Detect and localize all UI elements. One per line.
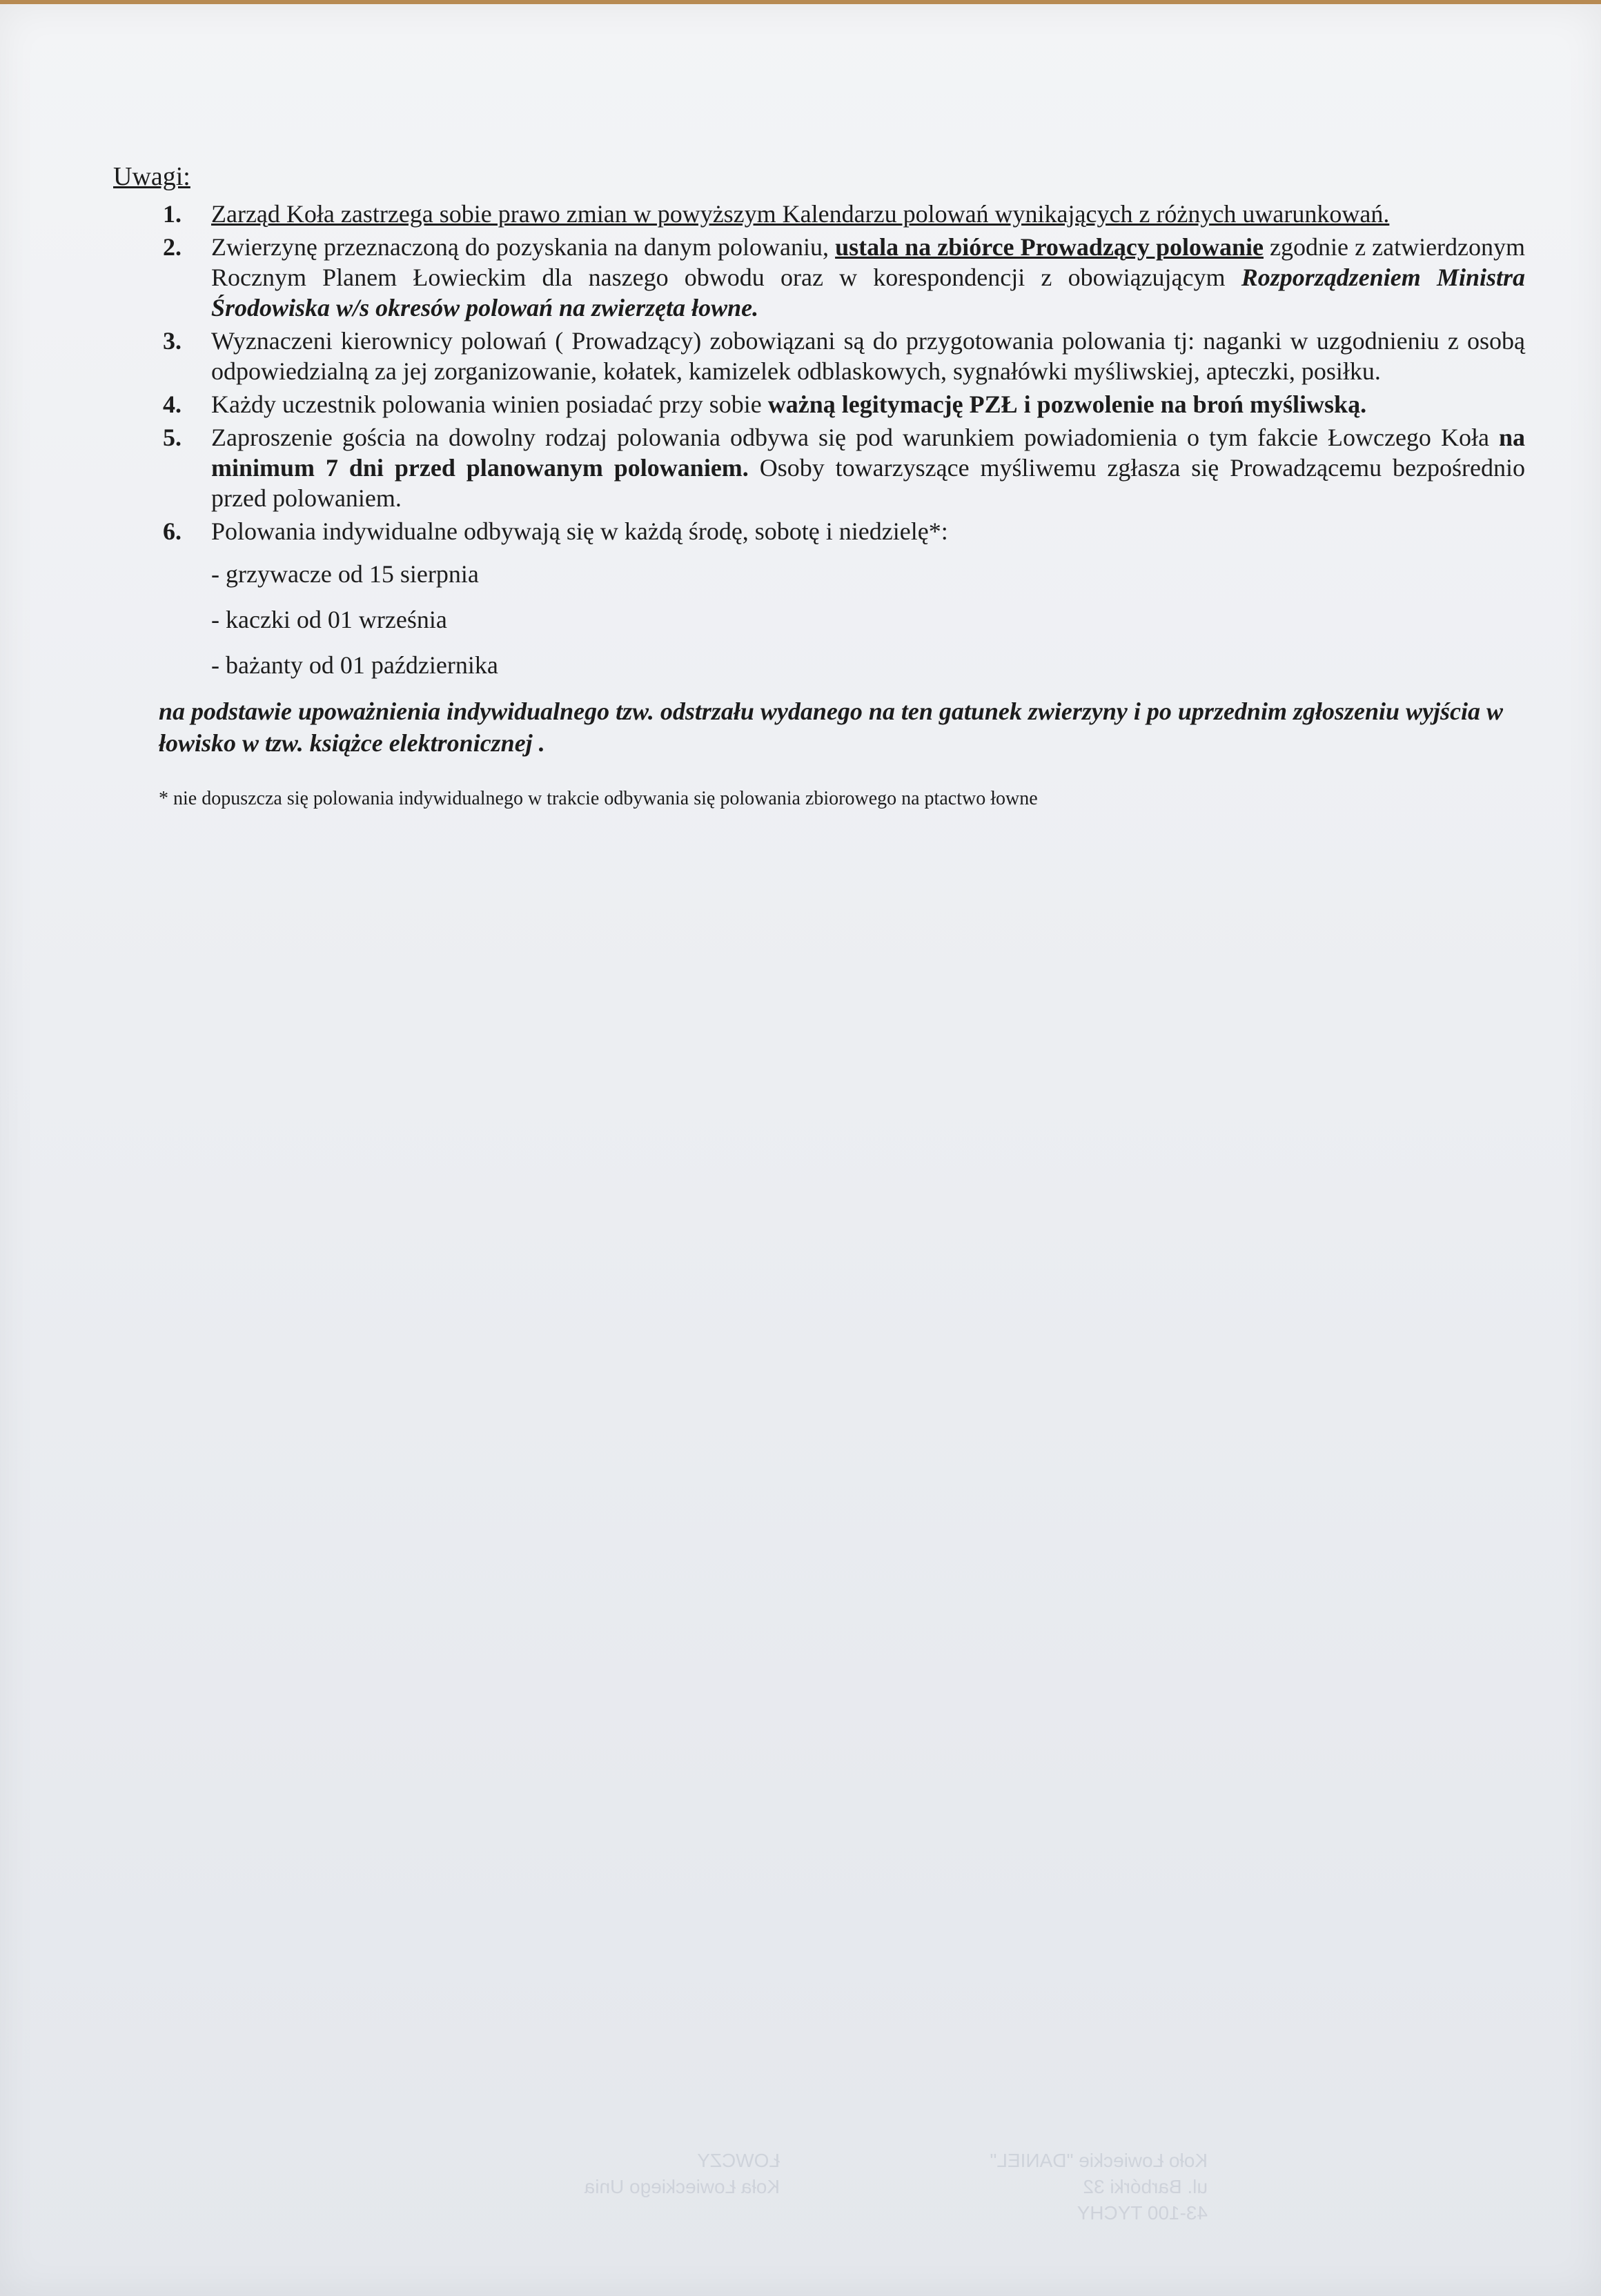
faded-stamp-imprint — [483, 2150, 1208, 2281]
notes-heading: Uwagi: — [113, 162, 190, 191]
note-item-1 — [110, 199, 1525, 229]
note-number: 3. — [163, 327, 181, 355]
note-item-2 — [110, 232, 1525, 323]
note-number: 2. — [163, 233, 181, 261]
document-page — [0, 4, 1601, 2296]
note-item-5 — [110, 422, 1525, 513]
note-text: zgodnie z zatwierdzonym Rocznym Planem Łowieckim dla naszego obwodu oraz w korespondencji z obowiązującym — [211, 233, 1526, 291]
season-item: - kaczki od 01 września — [211, 606, 447, 633]
note-item-3 — [110, 326, 1525, 386]
stamp-line: ŁOWCZY — [697, 2150, 780, 2171]
note-text-bold: ważną legitymację PZŁ i pozwolenie na broń myśliwską. — [767, 390, 1367, 418]
note-text: Zaproszenie gościa na dowolny rodzaj polowania odbywa się pod warunkiem powiadomienia o tym fakcie Łowczego Koła — [211, 424, 1499, 451]
note-number: 6. — [163, 517, 181, 545]
note-item-6 — [110, 516, 1525, 680]
note-text: Zwierzynę przeznaczoną do pozyskania na danym polowaniu, — [211, 233, 836, 261]
note-text: Polowania indywidualne odbywają się w każdą środę, sobotę i niedzielę*: — [211, 517, 948, 545]
stamp-line: 43-100 TYCHY — [1077, 2202, 1208, 2224]
note-text: Wyznaczeni kierownicy polowań ( Prowadzący) zobowiązani są do przygotowania polowania tj: naganki w uzgodnieniu z osobą odpowiedzialną za jej zorganizowanie, kołatek, kamizelek odblaskowych, sygnałówki myśliwskiej, apteczki, posiłku. — [211, 327, 1525, 385]
season-list — [211, 559, 1525, 680]
stamp-left-block — [585, 2150, 780, 2202]
final-note: na podstawie upoważnienia indywidualnego tzw. odstrzału wydanego na ten gatunek zwierzyny i po uprzednim zgłoszeniu wyjścia w łowisko w tzw. książce elektronicznej . — [159, 697, 1504, 757]
note-number: 4. — [163, 390, 181, 418]
document-content — [110, 161, 1525, 810]
note-text: Każdy uczestnik polowania winien posiadać przy sobie — [211, 390, 768, 418]
note-text-bold-underlined: ustala na zbiórce Prowadzący polowanie — [835, 233, 1264, 261]
note-item-4 — [110, 389, 1525, 419]
note-text: Osoby towarzyszące myśliwemu zgłasza się Prowadzącemu bezpośrednio przed polowaniem. — [211, 454, 1525, 512]
note-text-bold-italic: Rozporządzeniem Ministra Środowiska w/s okresów polowań na zwierzęta łowne. — [211, 264, 1525, 321]
note-number: 1. — [163, 200, 181, 228]
note-text: Zarząd Koła zastrzega sobie prawo zmian w powyższym Kalendarzu polowań wynikających z różnych uwarunkowań. — [211, 200, 1390, 228]
note-number: 5. — [163, 424, 181, 451]
stamp-line: Koło Łowieckie "DANIEL" — [990, 2150, 1208, 2171]
stamp-line: Koła Łowieckiego Unia — [584, 2176, 780, 2197]
footnote: * nie dopuszcza się polowania indywidualnego w trakcie odbywania się polowania zbiorowego na ptactwo łowne — [159, 788, 1038, 809]
season-item: - bażanty od 01 października — [211, 651, 498, 679]
season-item: - grzywacze od 15 sierpnia — [211, 560, 479, 588]
stamp-right-block — [990, 2150, 1208, 2228]
notes-list — [110, 199, 1525, 680]
note-text-bold: na minimum 7 dni przed planowanym polowaniem. — [211, 424, 1525, 482]
stamp-line: ul. Barbórki 32 — [1083, 2176, 1208, 2197]
